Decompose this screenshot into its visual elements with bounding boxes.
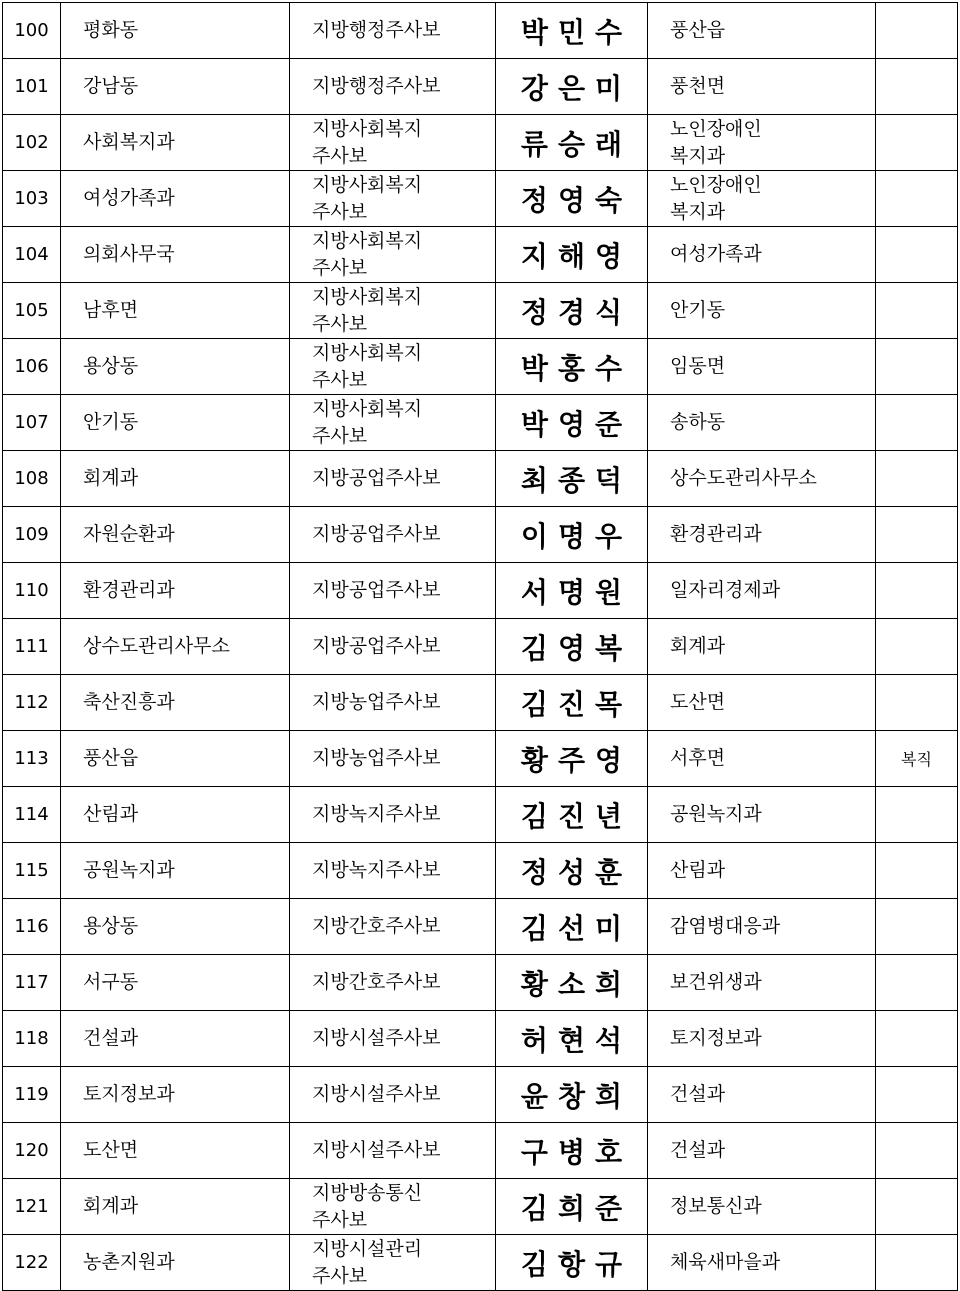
from-department-cell (61, 339, 290, 395)
table-row (3, 59, 958, 115)
rank-cell (290, 787, 496, 843)
to-department-cell (648, 675, 876, 731)
from-department-text: 공원녹지과 (83, 859, 175, 882)
personnel-table-body (3, 3, 958, 1291)
rank-text: 지방행정주사보 (312, 75, 441, 98)
table-row (3, 675, 958, 731)
row-number-cell: 119 (3, 1067, 61, 1123)
to-department-text: 노인장애인 (670, 117, 762, 140)
to-department-text: 송하동 (670, 411, 726, 434)
table-row (3, 171, 958, 227)
row-number-cell: 121 (3, 1179, 61, 1235)
remarks-cell (876, 1123, 958, 1179)
row-number-cell: 108 (3, 451, 61, 507)
to-department-text: 환경관리과 (670, 523, 762, 546)
from-department-cell (61, 843, 290, 899)
rank-cell (290, 395, 496, 451)
from-department-cell (61, 59, 290, 115)
remarks-cell (876, 171, 958, 227)
rank-text: 지방녹지주사보 (312, 803, 441, 826)
remarks-cell (876, 283, 958, 339)
from-department-cell (61, 171, 290, 227)
rank-text: 지방방송통신 (312, 1181, 423, 1204)
to-department-text: 토지정보과 (670, 1027, 762, 1050)
rank-text: 지방시설관리 (312, 1237, 423, 1260)
remarks-cell (876, 1179, 958, 1235)
person-name-cell: 강은미 (496, 59, 648, 115)
rank-cell (290, 451, 496, 507)
rank-cell (290, 171, 496, 227)
rank-cell (290, 339, 496, 395)
rank-cell (290, 1179, 496, 1235)
person-name-cell: 박홍수 (496, 339, 648, 395)
rank-text: 주사보 (312, 312, 368, 335)
row-number-cell: 105 (3, 283, 61, 339)
rank-text: 지방사회복지 (312, 229, 423, 252)
rank-text: 주사보 (312, 256, 368, 279)
from-department-cell (61, 955, 290, 1011)
row-number-cell: 114 (3, 787, 61, 843)
to-department-text: 산림과 (670, 859, 726, 882)
to-department-cell (648, 1235, 876, 1291)
to-department-cell (648, 955, 876, 1011)
from-department-text: 토지정보과 (83, 1083, 175, 1106)
to-department-cell (648, 395, 876, 451)
from-department-text: 자원순환과 (83, 523, 175, 546)
to-department-cell (648, 731, 876, 787)
rank-cell (290, 1067, 496, 1123)
to-department-text: 체육새마을과 (670, 1251, 781, 1274)
to-department-text: 노인장애인 (670, 173, 762, 196)
to-department-cell (648, 619, 876, 675)
to-department-text: 건설과 (670, 1083, 726, 1106)
person-name-cell: 지해영 (496, 227, 648, 283)
person-name-cell: 최종덕 (496, 451, 648, 507)
table-row (3, 507, 958, 563)
rank-text: 지방시설주사보 (312, 1027, 441, 1050)
from-department-cell (61, 619, 290, 675)
rank-cell (290, 1235, 496, 1291)
to-department-text: 풍산읍 (670, 19, 726, 42)
from-department-text: 의회사무국 (83, 243, 175, 266)
rank-cell (290, 283, 496, 339)
rank-cell (290, 843, 496, 899)
table-row (3, 955, 958, 1011)
row-number-cell: 110 (3, 563, 61, 619)
rank-cell (290, 1123, 496, 1179)
from-department-text: 환경관리과 (83, 579, 175, 602)
rank-cell (290, 563, 496, 619)
person-name-cell: 김진년 (496, 787, 648, 843)
rank-cell (290, 675, 496, 731)
remarks-cell (876, 451, 958, 507)
from-department-text: 산림과 (83, 803, 139, 826)
rank-text: 지방간호주사보 (312, 915, 441, 938)
table-row (3, 1011, 958, 1067)
rank-cell (290, 955, 496, 1011)
person-name-cell: 황소희 (496, 955, 648, 1011)
rank-text: 주사보 (312, 144, 368, 167)
to-department-text: 일자리경제과 (670, 579, 781, 602)
from-department-cell (61, 115, 290, 171)
table-row (3, 395, 958, 451)
row-number-cell: 109 (3, 507, 61, 563)
to-department-text: 건설과 (670, 1139, 726, 1162)
from-department-cell (61, 283, 290, 339)
from-department-cell (61, 1011, 290, 1067)
from-department-text: 사회복지과 (83, 131, 175, 154)
row-number-cell: 101 (3, 59, 61, 115)
rank-text: 지방공업주사보 (312, 523, 441, 546)
rank-cell (290, 731, 496, 787)
from-department-text: 서구동 (83, 971, 139, 994)
row-number-cell: 104 (3, 227, 61, 283)
from-department-cell (61, 451, 290, 507)
remarks-cell (876, 115, 958, 171)
row-number-cell: 117 (3, 955, 61, 1011)
table-row (3, 1123, 958, 1179)
person-name-cell: 정영숙 (496, 171, 648, 227)
to-department-text: 공원녹지과 (670, 803, 762, 826)
from-department-text: 용상동 (83, 915, 139, 938)
from-department-cell (61, 899, 290, 955)
to-department-cell (648, 115, 876, 171)
row-number-cell: 103 (3, 171, 61, 227)
person-name-cell: 정성훈 (496, 843, 648, 899)
person-name-cell: 김선미 (496, 899, 648, 955)
rank-text: 지방공업주사보 (312, 635, 441, 658)
rank-text: 지방간호주사보 (312, 971, 441, 994)
to-department-text: 상수도관리사무소 (670, 467, 817, 490)
person-name-cell: 허현석 (496, 1011, 648, 1067)
to-department-cell (648, 899, 876, 955)
rank-cell (290, 115, 496, 171)
personnel-table (2, 2, 958, 1291)
rank-text: 주사보 (312, 1208, 368, 1231)
row-number-cell: 111 (3, 619, 61, 675)
rank-text: 주사보 (312, 424, 368, 447)
from-department-text: 안기동 (83, 411, 139, 434)
to-department-text: 풍천면 (670, 75, 726, 98)
rank-text: 지방사회복지 (312, 173, 423, 196)
remarks-cell (876, 843, 958, 899)
from-department-cell (61, 731, 290, 787)
person-name-cell: 김진목 (496, 675, 648, 731)
row-number-cell: 102 (3, 115, 61, 171)
rank-text: 지방녹지주사보 (312, 859, 441, 882)
remarks-cell (876, 1011, 958, 1067)
to-department-text: 복지과 (670, 200, 726, 223)
to-department-text: 도산면 (670, 691, 726, 714)
rank-text: 지방시설주사보 (312, 1083, 441, 1106)
rank-text: 지방사회복지 (312, 397, 423, 420)
to-department-cell (648, 339, 876, 395)
to-department-text: 안기동 (670, 299, 726, 322)
rank-cell (290, 507, 496, 563)
table-row (3, 115, 958, 171)
to-department-cell (648, 1123, 876, 1179)
rank-cell (290, 59, 496, 115)
to-department-cell (648, 1011, 876, 1067)
table-row (3, 1067, 958, 1123)
table-row (3, 283, 958, 339)
rank-text: 지방농업주사보 (312, 747, 441, 770)
to-department-cell (648, 1179, 876, 1235)
rank-cell (290, 899, 496, 955)
person-name-cell: 박민수 (496, 3, 648, 59)
table-row (3, 339, 958, 395)
remarks-cell (876, 675, 958, 731)
rank-text: 지방공업주사보 (312, 467, 441, 490)
row-number-cell: 106 (3, 339, 61, 395)
from-department-text: 상수도관리사무소 (83, 635, 230, 658)
to-department-cell (648, 1067, 876, 1123)
table-row (3, 843, 958, 899)
to-department-text: 복지과 (670, 144, 726, 167)
from-department-cell (61, 1179, 290, 1235)
from-department-text: 용상동 (83, 355, 139, 378)
from-department-text: 남후면 (83, 299, 139, 322)
from-department-cell (61, 1123, 290, 1179)
table-row (3, 3, 958, 59)
person-name-cell: 정경식 (496, 283, 648, 339)
to-department-cell (648, 227, 876, 283)
table-row (3, 731, 958, 787)
table-row (3, 1235, 958, 1291)
from-department-text: 풍산읍 (83, 747, 139, 770)
to-department-text: 서후면 (670, 747, 726, 770)
remarks-cell (876, 1235, 958, 1291)
from-department-text: 건설과 (83, 1027, 139, 1050)
to-department-cell (648, 451, 876, 507)
rank-text: 주사보 (312, 1264, 368, 1287)
table-row (3, 563, 958, 619)
rank-cell (290, 1011, 496, 1067)
from-department-cell (61, 3, 290, 59)
remarks-cell (876, 507, 958, 563)
row-number-cell: 113 (3, 731, 61, 787)
from-department-text: 축산진흥과 (83, 691, 175, 714)
remarks-cell (876, 899, 958, 955)
person-name-cell: 박영준 (496, 395, 648, 451)
to-department-text: 회계과 (670, 635, 726, 658)
remarks-cell (876, 395, 958, 451)
rank-text: 지방행정주사보 (312, 19, 441, 42)
rank-text: 지방농업주사보 (312, 691, 441, 714)
remarks-cell (876, 787, 958, 843)
person-name-cell: 김항규 (496, 1235, 648, 1291)
from-department-text: 강남동 (83, 75, 139, 98)
from-department-text: 평화동 (83, 19, 139, 42)
person-name-cell: 김희준 (496, 1179, 648, 1235)
remarks-cell: 복직 (876, 731, 958, 787)
table-row (3, 227, 958, 283)
to-department-cell (648, 171, 876, 227)
to-department-cell (648, 283, 876, 339)
person-name-cell: 이명우 (496, 507, 648, 563)
from-department-text: 여성가족과 (83, 187, 175, 210)
to-department-text: 보건위생과 (670, 971, 762, 994)
from-department-cell (61, 1067, 290, 1123)
person-name-cell: 김영복 (496, 619, 648, 675)
row-number-cell: 115 (3, 843, 61, 899)
remarks-cell (876, 227, 958, 283)
remarks-cell (876, 619, 958, 675)
person-name-cell: 류승래 (496, 115, 648, 171)
from-department-cell (61, 507, 290, 563)
from-department-cell (61, 395, 290, 451)
remarks-cell (876, 955, 958, 1011)
table-row (3, 619, 958, 675)
person-name-cell: 서명원 (496, 563, 648, 619)
from-department-cell (61, 563, 290, 619)
remarks-cell (876, 1067, 958, 1123)
table-row (3, 787, 958, 843)
rank-text: 지방시설주사보 (312, 1139, 441, 1162)
rank-text: 주사보 (312, 368, 368, 391)
remarks-cell (876, 3, 958, 59)
rank-text: 주사보 (312, 200, 368, 223)
row-number-cell: 112 (3, 675, 61, 731)
to-department-cell (648, 59, 876, 115)
from-department-cell (61, 227, 290, 283)
row-number-cell: 116 (3, 899, 61, 955)
remarks-cell (876, 339, 958, 395)
from-department-cell (61, 675, 290, 731)
from-department-text: 농촌지원과 (83, 1251, 175, 1274)
table-row (3, 1179, 958, 1235)
person-name-cell: 황주영 (496, 731, 648, 787)
to-department-cell (648, 843, 876, 899)
from-department-text: 회계과 (83, 1195, 139, 1218)
to-department-cell (648, 787, 876, 843)
to-department-cell (648, 563, 876, 619)
rank-cell (290, 227, 496, 283)
from-department-cell (61, 1235, 290, 1291)
row-number-cell: 118 (3, 1011, 61, 1067)
rank-cell (290, 619, 496, 675)
remarks-cell (876, 59, 958, 115)
to-department-cell (648, 507, 876, 563)
rank-text: 지방사회복지 (312, 117, 423, 140)
to-department-text: 여성가족과 (670, 243, 762, 266)
rank-text: 지방사회복지 (312, 341, 423, 364)
to-department-text: 임동면 (670, 355, 726, 378)
rank-text: 지방사회복지 (312, 285, 423, 308)
rank-cell (290, 3, 496, 59)
row-number-cell: 120 (3, 1123, 61, 1179)
rank-text: 지방공업주사보 (312, 579, 441, 602)
to-department-cell (648, 3, 876, 59)
from-department-text: 도산면 (83, 1139, 139, 1162)
from-department-text: 회계과 (83, 467, 139, 490)
remarks-cell (876, 563, 958, 619)
from-department-cell (61, 787, 290, 843)
to-department-text: 감염병대응과 (670, 915, 781, 938)
row-number-cell: 107 (3, 395, 61, 451)
person-name-cell: 윤창희 (496, 1067, 648, 1123)
person-name-cell: 구병호 (496, 1123, 648, 1179)
to-department-text: 정보통신과 (670, 1195, 762, 1218)
row-number-cell: 100 (3, 3, 61, 59)
row-number-cell: 122 (3, 1235, 61, 1291)
table-row (3, 451, 958, 507)
table-row (3, 899, 958, 955)
